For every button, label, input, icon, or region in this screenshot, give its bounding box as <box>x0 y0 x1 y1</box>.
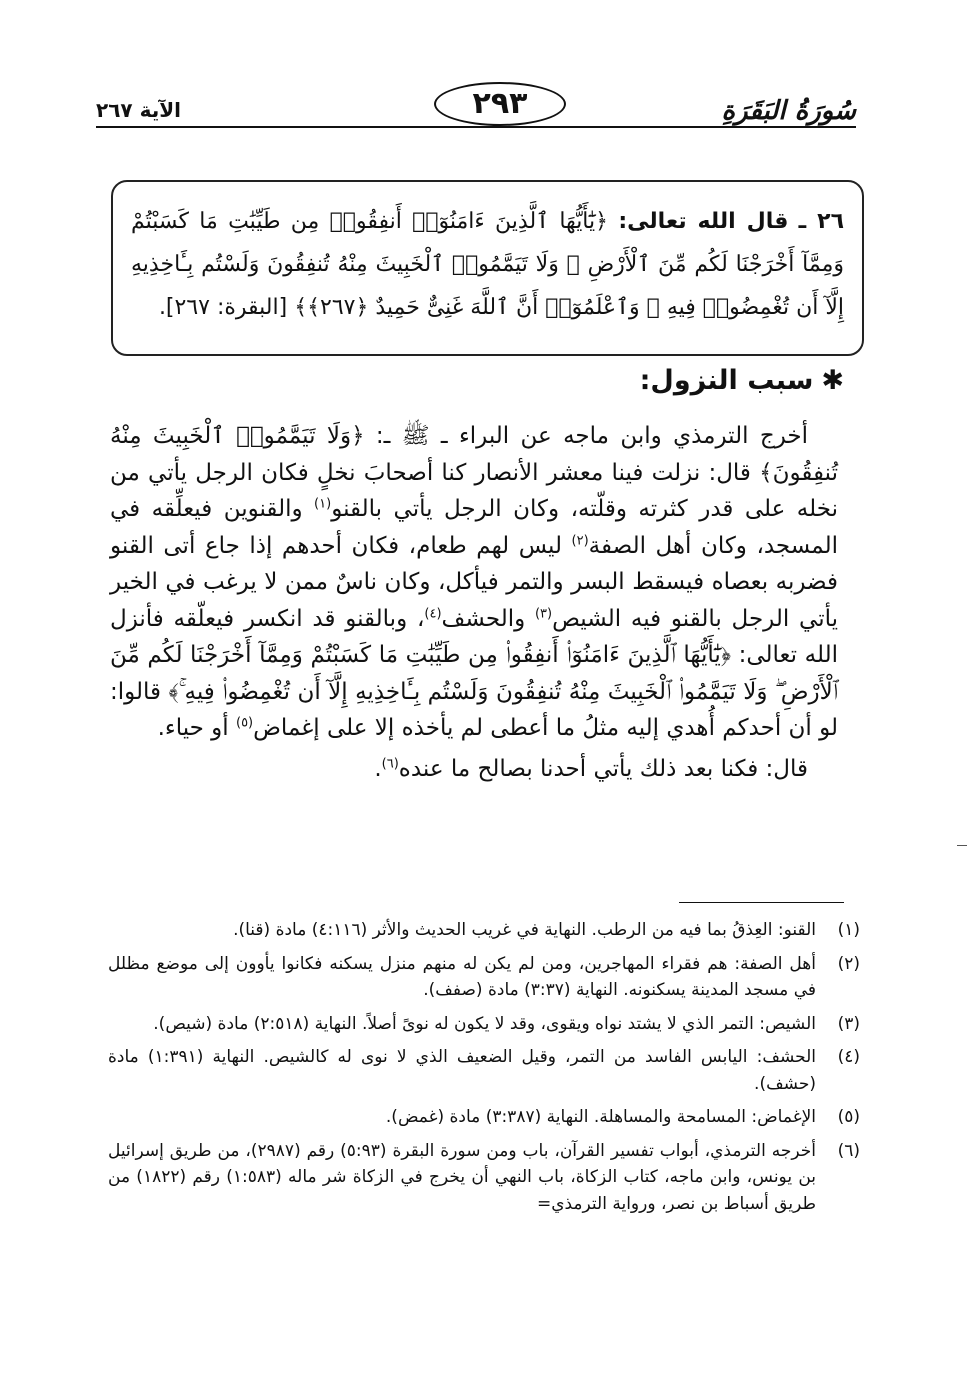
footnote-ref[interactable]: (٤) <box>424 605 442 621</box>
footnote-ref[interactable]: (٣) <box>534 605 553 621</box>
star-icon: ✱ <box>821 365 844 396</box>
section-title <box>640 365 844 396</box>
section-title-text: سبب النزول: <box>639 365 814 396</box>
body-text-run: قال: فكنا بعد ذلك يأتي أحدنا بصالح ما عنده <box>398 755 808 782</box>
footnotes <box>108 917 860 1224</box>
surah-name: سُورَةُ البَقَرَةِ <box>721 96 856 126</box>
verse-box <box>111 180 864 356</box>
footnote-number: (٥) <box>837 1107 860 1127</box>
margin-mark <box>957 845 967 846</box>
quran-quote: ﴿يَٰٓأَيُّهَا ٱلَّذِينَ ءَامَنُوٓا۟ أَنفِقُوا۟ مِن طَيِّبَٰتِ مَا كَسَبْتُمْ وَمِمَّآ أَخْرَجْنَا لَكُم مِّنَ ٱلْأَرْضِ ۖ وَلَا تَيَمَّمُوا۟ ٱلْخَبِيثَ مِنْهُ تُنفِقُونَ وَلَسْتُم بِـَٔاخِذِيهِ إِلَّآ أَن تُغْمِضُوا۟ فِيهِ ۚ﴾ <box>110 642 839 705</box>
body-paragraph <box>110 751 838 788</box>
footnote-text: القنو: العِذقُ بما فيه من الرطب. النهاية في غريب الحديث والأثر (٤:١١٦) مادة (قنا). <box>233 920 816 940</box>
footnote-number: (٢) <box>837 953 860 974</box>
footnote-ref[interactable]: (٦) <box>381 755 399 771</box>
footnote-number: (٣) <box>837 1013 860 1034</box>
body-text-run: قال: نزلت فينا معشر الأنصار كنا أصحابَ نخلٍ فكان الرجل يأتي من نخله على قدر كثرته وقلّته، وكان الرجل يأتي بالقنو <box>110 459 839 522</box>
footnote <box>108 1138 860 1218</box>
body-text-run: . <box>374 755 382 782</box>
header-rule <box>96 126 856 128</box>
footnote <box>108 917 860 944</box>
body-text-run: ليس لهم طعام، فكان أحدهم إذا جاع أتى القنو فضربه بعصاه فيسقط البسر والتمر فيأكل، وكان ناسٌ ممن لا يرغب في الخير يأتي الرجل بالقنو فيه الشيص <box>110 532 839 632</box>
body-text-run: أخرج الترمذي وابن ماجه عن البراء ـ ﷺ ـ: <box>375 423 808 449</box>
footnote-number: (١) <box>837 920 860 940</box>
footnote-ref[interactable]: (٢) <box>571 532 589 548</box>
body-text-run: أو حياء. <box>157 715 229 741</box>
footnote <box>108 1044 860 1097</box>
body-text-run: ، وبالقنو قد انكسر فيعلّقه فأنزل الله تعالى: <box>110 605 838 668</box>
footnote-text: الإغماض: المسامحة والمساهلة. النهاية (٣:٣٨٧) مادة (غمض). <box>385 1107 816 1127</box>
quran-verse: ﴿يَٰٓأَيُّهَا ٱلَّذِينَ ءَامَنُوٓا۟ أَنفِقُوا۟ مِن طَيِّبَٰتِ مَا كَسَبْتُمْ وَمِمَّآ أَخْرَجْنَا لَكُم مِّنَ ٱلْأَرْضِ ۖ وَلَا تَيَمَّمُوا۟ ٱلْخَبِيثَ مِنْهُ تُنفِقُونَ وَلَسْتُم بِـَٔاخِذِيهِ إِلَّآ أَن تُغْمِضُوا۟ فِيهِ ۚ وَٱعْلَمُوٓا۟ أَنَّ ٱللَّهَ غَنِىٌّ حَمِيدٌ ﴿٢٦٧﴾﴾ <box>131 209 844 320</box>
body-text-run: والحشف <box>441 605 526 632</box>
footnote-number: (٤) <box>837 1047 860 1067</box>
footnote <box>108 1011 860 1038</box>
quran-quote: ﴿وَلَا تَيَمَّمُوا۟ ٱلْخَبِيثَ مِنْهُ تُنفِقُونَ﴾ <box>110 423 838 486</box>
ayah-reference: الآية ٢٦٧ <box>96 98 181 122</box>
verse-intro-label: قال الله تعالى: <box>618 209 789 234</box>
footnote-rule <box>679 902 844 903</box>
footnote-text: الشيص: التمر الذي لا يشتد نواه ويقوى، وقد لا يكون له نوىً أصلاً. النهاية (٢:٥١٨) مادة (شيص). <box>153 1013 816 1034</box>
footnote-ref[interactable]: (١) <box>314 496 332 512</box>
body-paragraph <box>110 418 838 747</box>
body-text-run: والقنوين فيعلِّقه في المسجد، وكان أهل الصفة <box>110 496 838 559</box>
footnote-text: أهل الصفة: هم فقراء المهاجرين، ومن لم يكن له منهم منزل يسكنه فكانوا يأوون إلى موضع مظلل في مسجد المدينة يسكنونه. النهاية (٣:٣٧) مادة (صفف). <box>108 953 816 1000</box>
body-text-run: قالوا: لو أن أحدكم أُهدي إليه مثلُ ما أعطى لم يأخذه إلا على إغماض <box>110 678 838 741</box>
verse-entry-number: ٢٦ ـ <box>798 209 845 234</box>
page-number: ٢٩٣ <box>434 82 566 126</box>
footnote <box>108 951 860 1004</box>
running-header <box>96 82 856 126</box>
footnote-text: أخرجه الترمذي، أبواب تفسير القرآن، باب ومن سورة البقرة (٥:٩٣) رقم (٢٩٨٧)، من طريق إسرائيل بن يونس، وابن ماجه، كتاب الزكاة، باب النهي أن يخرج في الزكاة شر ماله (١:٥٨٣) رقم (١٨٢٢) من طريق أسباط بن نصر، ورواية الترمذي= <box>108 1140 816 1214</box>
verse-citation: [البقرة: ٢٦٧]. <box>158 295 288 320</box>
body-text <box>110 418 838 787</box>
footnote <box>108 1104 860 1131</box>
footnote-number: (٦) <box>837 1140 860 1161</box>
footnote-text: الحشف: اليابس الفاسد من التمر، وقيل الضعيف الذي لا نوى له كالشيص. النهاية (١:٣٩١) مادة (حشف). <box>108 1047 816 1094</box>
footnote-ref[interactable]: (٥) <box>235 715 254 731</box>
